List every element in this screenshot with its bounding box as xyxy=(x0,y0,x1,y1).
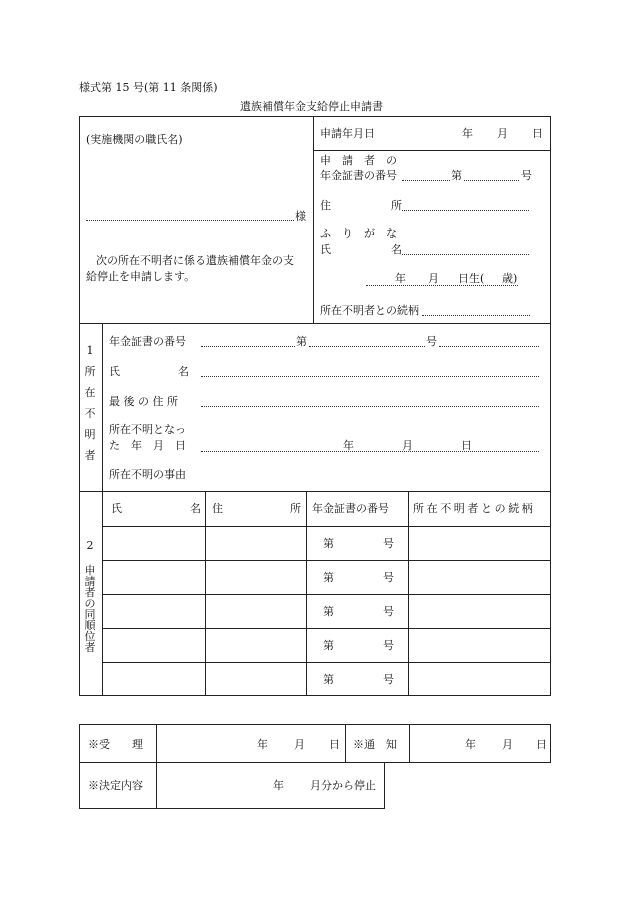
last-address-label: 最 後 の 住 所 xyxy=(109,395,178,408)
missing-cert-line-a[interactable] xyxy=(201,346,295,347)
application-date-year: 年 xyxy=(462,127,473,140)
row5-gou: 号 xyxy=(383,673,394,686)
receipt-year: 年 xyxy=(257,738,268,751)
row3-gou: 号 xyxy=(383,605,394,618)
grid-row-divider-1 xyxy=(102,560,551,561)
applicant-address-label-b: 所 xyxy=(391,199,402,212)
receipt-label: ※受 理 xyxy=(88,738,143,751)
notice-year: 年 xyxy=(465,738,476,751)
section1-side-label: 1 所 在 不 明 者 xyxy=(84,344,96,462)
missing-name-label-b: 名 xyxy=(178,365,189,378)
request-text-line1: 次の所在不明者に係る遺族補償年金の支 xyxy=(96,254,294,267)
notice-label: ※通 知 xyxy=(353,738,397,751)
missing-name-line[interactable] xyxy=(201,376,539,377)
col-header-name-b: 名 xyxy=(190,502,201,515)
missing-date-year: 年 xyxy=(343,439,354,452)
applicant-cert-line-a[interactable] xyxy=(402,180,450,181)
receipt-month: 月 xyxy=(294,738,305,751)
birth-day-label: 日生( xyxy=(458,272,485,285)
applicant-cert-label-2: 年金証書の番号 xyxy=(320,169,397,182)
application-date-month: 月 xyxy=(497,127,508,140)
missing-date-label-2: た 年 月 日 xyxy=(109,439,186,452)
row3-dai: 第 xyxy=(323,605,334,618)
side-label-column-divider xyxy=(102,323,103,696)
row1-gou: 号 xyxy=(383,537,394,550)
section1-bottom xyxy=(79,491,551,492)
office-notice-divider xyxy=(409,724,410,763)
birth-year-label: 年 xyxy=(395,272,406,285)
col-header-relation: 所在不明者との続柄 xyxy=(413,502,536,515)
birth-age-label: 歳) xyxy=(502,272,518,285)
application-date-day: 日 xyxy=(532,127,543,140)
decision-label: ※決定内容 xyxy=(88,779,143,792)
notice-day: 日 xyxy=(536,738,547,751)
sama-label: 様 xyxy=(295,210,306,223)
top-vertical-divider xyxy=(313,116,314,324)
receipt-day: 日 xyxy=(329,738,340,751)
missing-date-label-1: 所在不明となっ xyxy=(109,423,186,436)
application-date-label: 申請年月日 xyxy=(320,127,375,140)
row2-dai: 第 xyxy=(323,571,334,584)
missing-cert-line-c[interactable] xyxy=(439,346,539,347)
top-block-bottom xyxy=(79,323,551,324)
birth-date-line[interactable] xyxy=(366,285,518,286)
missing-cert-line-b[interactable] xyxy=(309,346,425,347)
agency-name-line[interactable] xyxy=(86,220,294,221)
applicant-cert-line-b[interactable] xyxy=(464,180,519,181)
missing-date-line[interactable] xyxy=(201,451,539,452)
office-receipt-row xyxy=(79,724,551,763)
col-header-name-a: 氏 xyxy=(111,502,122,515)
applicant-furigana-label: ふ り が な xyxy=(320,227,397,240)
agency-label: (実施機関の職氏名) xyxy=(86,133,183,146)
applicant-cert-label-1: 申 請 者 の xyxy=(320,154,397,167)
applicant-name-label-b: 名 xyxy=(391,243,402,256)
section2-side-label: 2 申 請 者 の 同 順 位 者 xyxy=(84,539,96,654)
row4-gou: 号 xyxy=(383,639,394,652)
office-mid-divider xyxy=(345,724,346,763)
decision-year: 年 xyxy=(273,779,284,792)
applicant-cert-dai: 第 xyxy=(451,169,462,182)
missing-date-month: 月 xyxy=(402,439,413,452)
form-title: 遺族補償年金支給停止申請書 xyxy=(240,100,383,113)
missing-cert-label: 年金証書の番号 xyxy=(109,335,186,348)
row5-dai: 第 xyxy=(323,673,334,686)
col-header-address-b: 所 xyxy=(290,502,301,515)
relation-line[interactable] xyxy=(422,315,530,316)
applicant-address-line[interactable] xyxy=(402,210,529,211)
missing-cert-gou: 号 xyxy=(426,335,437,348)
col-header-cert: 年金証書の番号 xyxy=(312,502,389,515)
grid-row-divider-2 xyxy=(102,594,551,595)
birth-month-label: 月 xyxy=(428,272,439,285)
missing-name-label-a: 氏 xyxy=(109,365,120,378)
row2-gou: 号 xyxy=(383,571,394,584)
last-address-line[interactable] xyxy=(201,406,539,407)
date-row-divider xyxy=(313,150,551,151)
applicant-address-label-a: 住 xyxy=(320,199,331,212)
relation-label: 所在不明者との続柄 xyxy=(320,304,419,317)
decision-stop-text: 月分から停止 xyxy=(310,779,376,792)
grid-header-bottom xyxy=(102,526,551,527)
notice-month: 月 xyxy=(502,738,513,751)
request-text-line2: 給停止を申請します。 xyxy=(86,270,196,283)
missing-date-day: 日 xyxy=(461,439,472,452)
col-header-address-a: 住 xyxy=(212,502,223,515)
grid-row-divider-4 xyxy=(102,662,551,663)
missing-cert-dai: 第 xyxy=(296,335,307,348)
applicant-cert-gou: 号 xyxy=(521,169,532,182)
applicant-name-label-a: 氏 xyxy=(320,243,331,256)
row1-dai: 第 xyxy=(323,537,334,550)
grid-row-divider-3 xyxy=(102,628,551,629)
missing-reason-label: 所在不明の事由 xyxy=(109,468,186,481)
row4-dai: 第 xyxy=(323,639,334,652)
applicant-name-line[interactable] xyxy=(402,254,529,255)
form-number: 様式第 15 号(第 11 条関係) xyxy=(79,81,218,94)
